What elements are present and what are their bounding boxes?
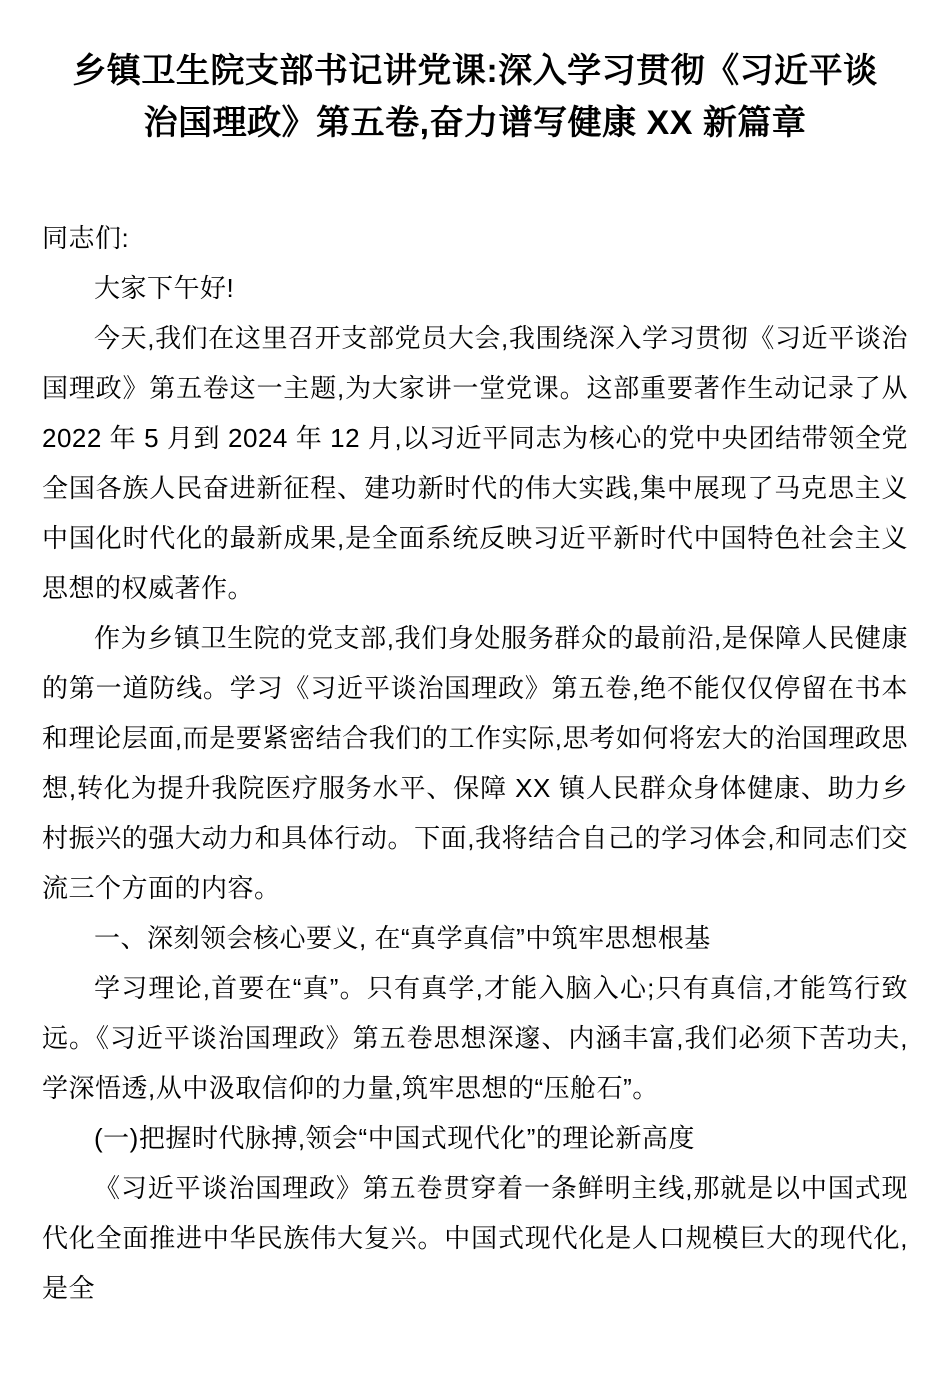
document-page [0,45,950,1389]
paragraph-salutation: 同志们: [42,223,130,253]
paragraph-section1-intro: 学习理论,首要在“真”。只有真学,才能入脑入心;只有真信,才能笃行致远。《习近平谈治国理政》第五卷思想深邃、内涵丰富,我们必须下苦功夫,学深悟透,从中汲取信仰的力量,筑牢思想的“压舱石”。 [42,973,908,1103]
paragraph-greeting: 大家下午好! [94,273,235,303]
section-heading-1: 一、深刻领会核心要义, 在“真学真信”中筑牢思想根基 [94,923,711,953]
document-title: 乡镇卫生院支部书记讲党课:深入学习贯彻《习近平谈治国理政》第五卷,奋力谱写健康 XX 新篇章 [72,52,878,142]
subsection-heading-1-1: (一)把握时代脉搏,领会“中国式现代化”的理论新高度 [94,1123,695,1153]
paragraph-introduction: 今天,我们在这里召开支部党员大会,我围绕深入学习贯彻《习近平谈治国理政》第五卷这一主题,为大家讲一堂党课。这部重要著作生动记录了从 2022 年 5 月到 2024 年 12 月,以习近平同志为核心的党中央团结带领全党全国各族人民奋进新征程、建功新时代的伟大实践,集中展现了马克思主义中国化时代化的最新成果,是全面系统反映习近平新时代中国特色社会主义思想的权威著作。 [42,323,908,603]
paragraph-context: 作为乡镇卫生院的党支部,我们身处服务群众的最前沿,是保障人民健康的第一道防线。学习《习近平谈治国理政》第五卷,绝不能仅仅停留在书本和理论层面,而是要紧密结合我们的工作实际,思考如何将宏大的治国理政思想,转化为提升我院医疗服务水平、保障 XX 镇人民群众身体健康、助力乡村振兴的强大动力和具体行动。下面,我将结合自己的学习体会,和同志们交流三个方面的内容。 [42,623,908,903]
paragraph-subsection1-1-body: 《习近平谈治国理政》第五卷贯穿着一条鲜明主线,那就是以中国式现代化全面推进中华民族伟大复兴。中国式现代化是人口规模巨大的现代化,是全 [42,1173,908,1303]
